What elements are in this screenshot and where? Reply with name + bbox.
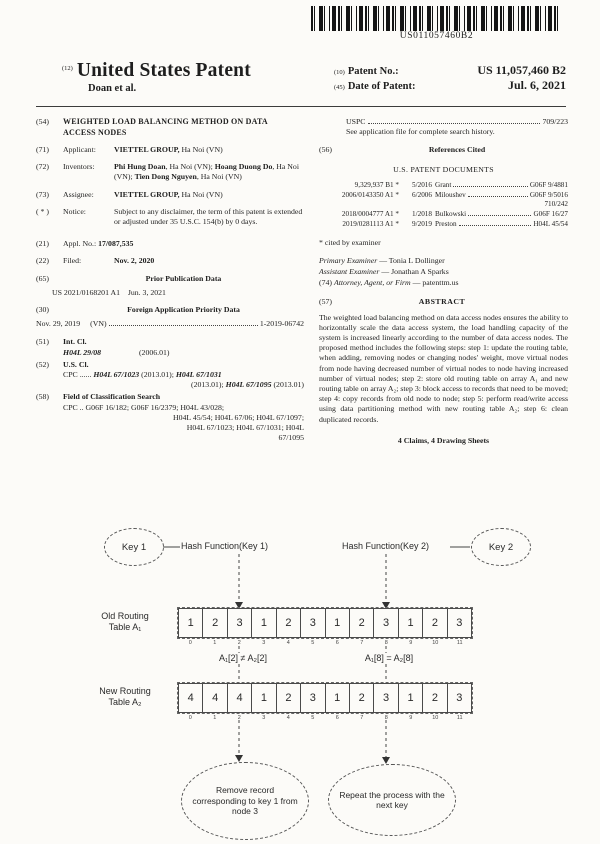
citation-list	[319, 181, 568, 230]
field-of-search-line: 67/1095	[278, 433, 304, 443]
new-table-cell: 2	[276, 683, 301, 713]
old-table-index: 4	[286, 640, 290, 646]
citation-name: Miloushev	[435, 190, 466, 199]
citation-date: 6/2006	[412, 190, 432, 199]
patent-number-label: Patent No.:	[347, 66, 399, 77]
cpc-code: H04L 67/1095	[225, 380, 272, 390]
cpc-version: (2013.01);	[141, 370, 174, 380]
old-table-cell: 3	[227, 608, 252, 638]
uspc-value: 709/223	[542, 117, 568, 126]
assistant-examiner-name: — Jonathan A Sparks	[379, 266, 449, 276]
attorney-label: Attorney, Agent, or Firm	[333, 277, 411, 287]
section-applicant-71	[36, 145, 304, 155]
section-number: (57)	[319, 297, 332, 307]
applicant-label: Applicant:	[63, 145, 96, 154]
old-table-index: 5	[311, 640, 315, 646]
uspc-line	[346, 117, 568, 127]
priority-date: Nov. 29, 2019	[36, 319, 81, 329]
patent-date-row	[334, 79, 566, 94]
kind-code-10: (10)	[334, 69, 345, 76]
patent-date-value: Jul. 6, 2021	[507, 78, 566, 92]
assistant-examiner-line	[319, 267, 568, 278]
cpc-version: (2013.01)	[273, 380, 304, 390]
old-table-indices	[178, 640, 472, 646]
key2-label: Key 2	[488, 541, 514, 553]
section-notice	[36, 207, 304, 227]
new-table-cell: 4	[227, 683, 252, 713]
section-filed-22	[36, 256, 304, 266]
dot-leader	[459, 225, 532, 226]
cpc-code: H04L 67/1023	[93, 370, 140, 380]
section-number: (72)	[36, 162, 49, 172]
left-column	[36, 117, 304, 450]
old-table-cell: 1	[398, 608, 423, 638]
section-number: (30)	[36, 305, 49, 315]
attorney-section-number: (74)	[319, 277, 334, 287]
section-us-cl-52	[36, 360, 304, 391]
page-title: United States Patent	[76, 60, 251, 81]
section-foreign-priority-30	[36, 305, 304, 315]
citation-ref: 2006/0143350 A1 *	[341, 190, 399, 199]
old-table-index: 1	[213, 640, 217, 646]
inventor-location: , Ha Noi (VN);	[114, 162, 299, 182]
new-table-cell: 3	[300, 683, 325, 713]
new-routing-table	[178, 683, 472, 713]
patent-date-label: Date of Patent:	[347, 81, 416, 92]
citation-class: G06F 9/4881	[529, 180, 568, 189]
us-cl-cpc-line1	[63, 370, 304, 380]
new-table-index: 6	[335, 715, 339, 721]
repeat-process-text: Repeat the process with the next key	[339, 789, 445, 810]
new-routing-table-label	[84, 686, 166, 708]
old-routing-label-line1: Old Routing	[101, 611, 149, 621]
appl-no-value: 17/087,535	[98, 239, 134, 249]
dot-leader	[468, 196, 528, 197]
appl-no-line	[63, 239, 304, 249]
section-int-cl-51	[36, 337, 304, 357]
new-table-index: 11	[456, 715, 463, 721]
citation-name: Grant	[435, 180, 452, 189]
equation-left: A₁[2] ≠ A₂[2]	[198, 653, 288, 663]
citation-row	[319, 191, 568, 201]
inventor-name: Tien Dong Nguyen	[134, 172, 197, 182]
repeat-process-ellipse	[328, 764, 456, 836]
references-cited-heading: References Cited	[428, 145, 486, 155]
hash-function-key1-label: Hash Function(Key 1)	[181, 541, 269, 551]
foreign-priority-line	[36, 319, 304, 329]
citation-class-continuation: 710/242	[544, 200, 568, 209]
new-table-index: 4	[286, 715, 290, 721]
new-routing-label-line2: Table A₂	[108, 697, 142, 707]
section-number: (58)	[36, 392, 49, 402]
inventor-location: , Ha Noi (VN)	[196, 172, 242, 182]
int-cl-label: Int. Cl.	[63, 337, 87, 347]
new-table-index: 1	[213, 715, 217, 721]
assignee-value	[114, 190, 304, 200]
assignee-name: VIETTEL GROUP,	[114, 189, 180, 199]
section-number: (73)	[36, 189, 49, 199]
new-table-index: 8	[384, 715, 388, 721]
key1-label: Key 1	[121, 541, 147, 553]
equation-right: A₁[8] = A₂[8]	[344, 653, 434, 663]
citation-ref: 2018/0004777 A1 *	[341, 210, 399, 219]
key2-ellipse	[471, 528, 531, 566]
citation-name: Preston	[435, 220, 457, 228]
section-references-56	[319, 145, 568, 161]
old-table-index: 9	[409, 640, 413, 646]
section-inventors-72	[36, 162, 304, 182]
claims-line: 4 Claims, 4 Drawing Sheets	[397, 435, 490, 445]
citation-ref: 9,329,937 B1 *	[354, 180, 399, 189]
citation-row	[319, 210, 568, 220]
new-table-cell: 4	[202, 683, 227, 713]
field-of-search-line: H04L 67/1023; H04L 67/1031; H04L	[186, 423, 304, 433]
abstract-heading: ABSTRACT	[418, 297, 466, 307]
priority-number: 1-2019-06742	[259, 319, 304, 329]
applicant-value	[114, 145, 304, 155]
cpc-label: CPC	[63, 370, 78, 380]
inventors-value	[114, 162, 304, 182]
citation-ref: 2019/0281113 A1 *	[342, 220, 399, 228]
int-cl-version: (2006.01)	[138, 347, 170, 357]
appl-no-label: Appl. No.:	[63, 239, 97, 249]
old-table-index: 6	[335, 640, 339, 646]
new-table-cell: 2	[349, 683, 374, 713]
section-number: (22)	[36, 256, 49, 266]
header-divider	[36, 106, 566, 107]
inventor-name: Phi Hung Doan	[114, 162, 166, 172]
old-routing-label-line2: Table A₁	[108, 622, 142, 632]
section-title-54	[36, 117, 304, 138]
new-table-indices	[178, 715, 472, 721]
barcode-image	[311, 6, 562, 31]
citation-row	[319, 220, 568, 230]
search-history-note: See application file for complete search history.	[346, 127, 495, 137]
section-number: (51)	[36, 337, 49, 347]
old-table-cell: 3	[300, 608, 325, 638]
section-number: (56)	[319, 145, 332, 155]
publication-number: US 2021/0168201 A1	[52, 287, 121, 297]
dot-leader	[468, 215, 531, 216]
new-table-cell: 1	[251, 683, 276, 713]
citation-date: 9/2019	[412, 220, 432, 228]
kind-code-12: (12)	[62, 65, 73, 72]
new-table-cell: 3	[447, 683, 472, 713]
patent-number-value: US 11,057,460 B2	[477, 63, 566, 77]
old-table-cell: 1	[251, 608, 276, 638]
old-table-index: 11	[456, 640, 463, 646]
dot-leader	[109, 325, 258, 326]
field-of-search-label: Field of Classification Search	[63, 392, 161, 402]
section-number: (21)	[36, 239, 49, 249]
citation-date: 5/2016	[412, 180, 432, 189]
old-table-cell: 2	[349, 608, 374, 638]
new-table-index: 3	[262, 715, 266, 721]
old-table-index: 8	[384, 640, 388, 646]
section-assignee-73	[36, 190, 304, 200]
old-table-cell: 3	[447, 608, 472, 638]
primary-examiner-line	[319, 256, 568, 267]
int-cl-code: H04L 29/08	[63, 347, 102, 357]
applicant-name: VIETTEL GROUP,	[114, 145, 180, 154]
assistant-examiner-label: Assistant Examiner	[319, 266, 380, 276]
applicant-location: Ha Noi (VN)	[179, 145, 223, 154]
patent-number-row	[334, 64, 566, 79]
primary-examiner-label: Primary Examiner	[319, 256, 378, 265]
remove-record-ellipse	[181, 762, 309, 840]
citation-class: G06F 16/27	[533, 210, 568, 219]
notice-text: Subject to any disclaimer, the term of this patent is extended or adjusted under 35 U.S.C. 154(b) by 0 days.	[114, 206, 303, 227]
cited-by-examiner-note: * cited by examiner	[319, 237, 381, 247]
body-columns	[36, 117, 568, 450]
new-table-index: 7	[360, 715, 364, 721]
attorney-line	[319, 278, 568, 289]
filed-label: Filed:	[63, 256, 82, 266]
new-table-index: 0	[188, 715, 192, 721]
publication-date: Jun. 3, 2021	[127, 287, 166, 297]
old-routing-table	[178, 608, 472, 638]
new-table-cell: 3	[373, 683, 398, 713]
new-table-index: 2	[237, 715, 241, 721]
key1-ellipse	[104, 528, 164, 566]
section-number: (52)	[36, 359, 49, 369]
assignee-label: Assignee:	[63, 189, 94, 199]
attorney-name: — patenttm.us	[410, 277, 459, 287]
new-table-cell: 4	[178, 683, 203, 713]
invention-title: WEIGHTED LOAD BALANCING METHOD ON DATA ACCESS NODES	[63, 117, 268, 137]
citation-row	[319, 181, 568, 191]
section-number: ( * )	[36, 206, 49, 216]
old-table-cell: 1	[325, 608, 350, 638]
old-routing-table-label	[84, 611, 166, 633]
assignee-location: Ha Noi (VN)	[179, 189, 223, 199]
section-number: (54)	[36, 117, 49, 126]
abstract-text: The weighted load balancing method on data access nodes ensures the ability to horizontally scale the data access system, the load handling capacity of the system is increased linearly according to the number of data access nodes. The proposed method includes the following steps: step 1: update the routing table, when adding, removing nodes or changing nodes' weight, move virtual nodes from node having decreased number of virtual nodes to node having increased number of virtual nodes; step 2: store old routing table on array A₁ and new routing table on array A₂; step 3: block access to records that need to be moved; step 4: copy records from old node to node; step 5: perform read/write access using data partitioning method with new routing table A₂; step 6: clean duplicated records.	[319, 312, 568, 424]
old-table-cell: 2	[202, 608, 227, 638]
section-number: (65)	[36, 273, 49, 283]
us-cl-label: U.S. Cl.	[63, 359, 89, 369]
new-table-cell: 1	[398, 683, 423, 713]
header-left	[62, 60, 251, 94]
inventor-name: Hoang Duong Do	[214, 162, 273, 172]
uspc-block	[346, 117, 568, 137]
dot-leader	[453, 186, 527, 187]
section-field-of-search-58	[36, 392, 304, 443]
prior-publication-line	[52, 288, 304, 298]
new-table-index: 9	[409, 715, 413, 721]
new-table-cell: 2	[422, 683, 447, 713]
prior-publication-heading: Prior Publication Data	[145, 273, 222, 283]
figure-diagram	[0, 523, 600, 844]
new-table-index: 5	[311, 715, 315, 721]
new-table-index: 10	[432, 715, 439, 721]
citation-class: G06F 9/5016	[529, 190, 568, 199]
inventor-location: , Ha Noi (VN);	[165, 162, 215, 172]
uspc-label: USPC	[346, 117, 366, 126]
us-patent-documents-heading: U.S. PATENT DOCUMENTS	[393, 164, 494, 174]
new-table-cell: 1	[325, 683, 350, 713]
field-of-search-line: CPC .. G06F 16/182; G06F 16/2379; H04L 43/028;	[63, 402, 225, 412]
patent-author: Doan et al.	[88, 83, 137, 94]
right-column	[319, 117, 568, 450]
old-table-index: 7	[360, 640, 364, 646]
barcode-number: US011057460B2	[399, 31, 474, 41]
old-table-cell: 2	[276, 608, 301, 638]
filed-value: Nov. 2, 2020	[114, 256, 155, 266]
kind-code-45: (45)	[334, 84, 345, 91]
citation-name: Bulkowski	[435, 210, 467, 219]
inventors-label: Inventors:	[63, 162, 95, 172]
cpc-dots: ......	[79, 370, 92, 380]
priority-country: (VN)	[90, 319, 107, 329]
citation-class: H04L 45/54	[533, 220, 568, 228]
notice-label: Notice:	[63, 206, 86, 216]
section-appl-no-21	[36, 239, 304, 249]
dot-leader	[368, 123, 541, 124]
header-right	[334, 64, 566, 94]
old-table-cell: 3	[373, 608, 398, 638]
abstract-heading-row	[319, 297, 568, 307]
field-of-search-line: H04L 45/54; H04L 67/06; H04L 67/1097;	[172, 412, 304, 422]
foreign-priority-heading: Foreign Application Priority Data	[127, 305, 240, 315]
old-table-index: 2	[237, 640, 241, 646]
hash-function-key2-label: Hash Function(Key 2)	[342, 541, 430, 551]
old-table-cell: 1	[178, 608, 203, 638]
prior-publication-data	[36, 288, 304, 298]
examiner-block	[319, 256, 568, 288]
remove-record-text: Remove record corresponding to key 1 from node 3	[192, 785, 298, 817]
field-of-search-list	[63, 403, 304, 444]
cpc-version: (2013.01);	[191, 380, 224, 390]
citation-date: 1/2018	[412, 210, 432, 219]
old-table-index: 0	[188, 640, 192, 646]
old-table-index: 10	[432, 640, 439, 646]
old-table-cell: 2	[422, 608, 447, 638]
section-number: (71)	[36, 145, 49, 154]
old-table-index: 3	[262, 640, 266, 646]
new-routing-label-line1: New Routing	[99, 686, 151, 696]
primary-examiner-name: — Tonia L Dollinger	[377, 256, 445, 265]
section-prior-publication-65	[36, 274, 304, 284]
cpc-code: H04L 67/1031	[175, 370, 222, 380]
us-cl-cpc-line2	[63, 380, 304, 390]
